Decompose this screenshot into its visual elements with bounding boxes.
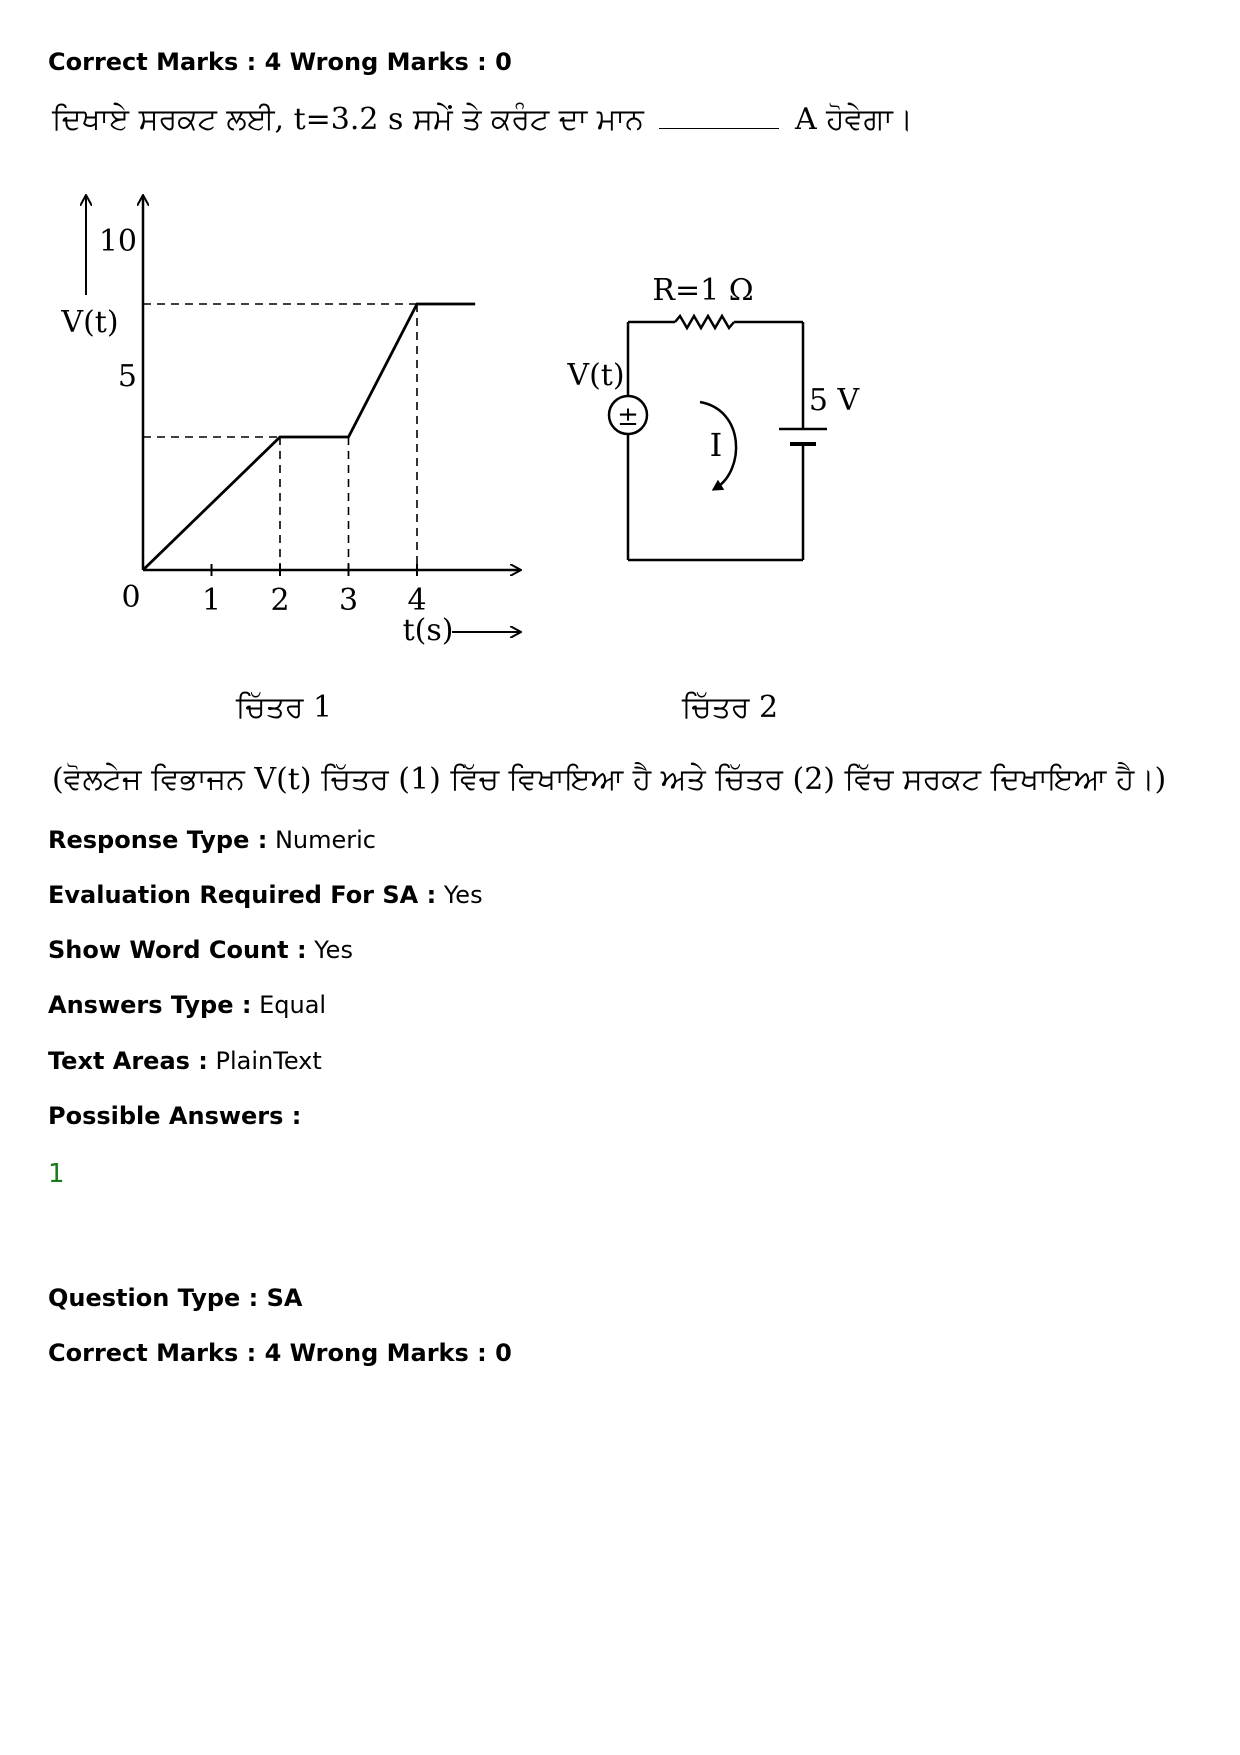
possible-answer-value: 1: [48, 1159, 65, 1189]
answer-blank: [659, 102, 779, 129]
figure-note: (ਵੋਲਟੇਜ ਵਿਭਾਜਨ V(t) ਚਿੱਤਰ (1) ਵਿੱਚ ਵਿਖਾਇਆ ਹੈ ਅਤੇ ਚਿੱਤਰ (2) ਵਿੱਚ ਸਰਕਟ ਦਿਖਾਇਆ ਹੈ।): [52, 762, 1167, 797]
voltage-source-sign: ±: [617, 402, 639, 432]
evaluation-label: Evaluation Required For SA :: [48, 881, 437, 909]
response-type-value: Numeric: [274, 826, 376, 854]
text-areas-label: Text Areas :: [48, 1047, 208, 1075]
x-tick-label-1: 1: [201, 583, 222, 618]
x-tick-label-3: 3: [338, 583, 359, 618]
x-tick-label-4: 4: [407, 583, 427, 618]
y-tick-label-10: 10: [98, 224, 137, 259]
resistor-label: R=1 Ω: [652, 273, 754, 308]
answers-type-label: Answers Type :: [48, 991, 252, 1019]
figure1-xlabel: t(s): [402, 613, 454, 648]
question-text-before: ਦਿਖਾਏ ਸਰਕਟ ਲਈ, t=3.2 s ਸਮੇਂ ਤੇ ਕਰੰਟ ਦਾ ਮਾਨ: [52, 102, 644, 137]
answers-type-row: [48, 990, 326, 1020]
text-areas-value: PlainText: [215, 1047, 322, 1075]
response-type-row: [48, 825, 376, 855]
source-label: V(t): [567, 358, 625, 393]
question-text: [52, 100, 913, 140]
figures: [0, 170, 1240, 730]
response-type-label: Response Type :: [48, 826, 268, 854]
origin-label: 0: [121, 580, 141, 615]
possible-answers-label: Possible Answers :: [48, 1102, 302, 1130]
figure1-graph: [60, 196, 520, 725]
x-tick-label-2: 2: [270, 583, 290, 618]
evaluation-row: [48, 880, 483, 910]
answers-type-value: Equal: [259, 991, 327, 1019]
word-count-row: [48, 935, 353, 965]
next-marks-line: Correct Marks : 4 Wrong Marks : 0: [48, 1339, 512, 1367]
question-text-after: A ਹੋਵੇਗਾ।: [794, 102, 914, 137]
figure2-caption: ਚਿੱਤਰ 2: [681, 690, 779, 725]
word-count-value: Yes: [314, 936, 353, 964]
word-count-label: Show Word Count :: [48, 936, 307, 964]
text-areas-row: [48, 1046, 322, 1076]
figure1-caption: ਚਿੱਤਰ 1: [235, 690, 333, 725]
evaluation-value: Yes: [443, 881, 483, 909]
figure1-ylabel: V(t): [61, 305, 119, 340]
question-type-line: Question Type : SA: [48, 1284, 303, 1312]
current-label: I: [709, 426, 723, 464]
figure2-labels: [566, 273, 860, 725]
battery-label: 5 V: [808, 383, 860, 418]
resistor-symbol: [675, 316, 734, 328]
y-tick-label-5: 5: [117, 359, 137, 394]
marks-line: Correct Marks : 4 Wrong Marks : 0: [48, 48, 512, 76]
